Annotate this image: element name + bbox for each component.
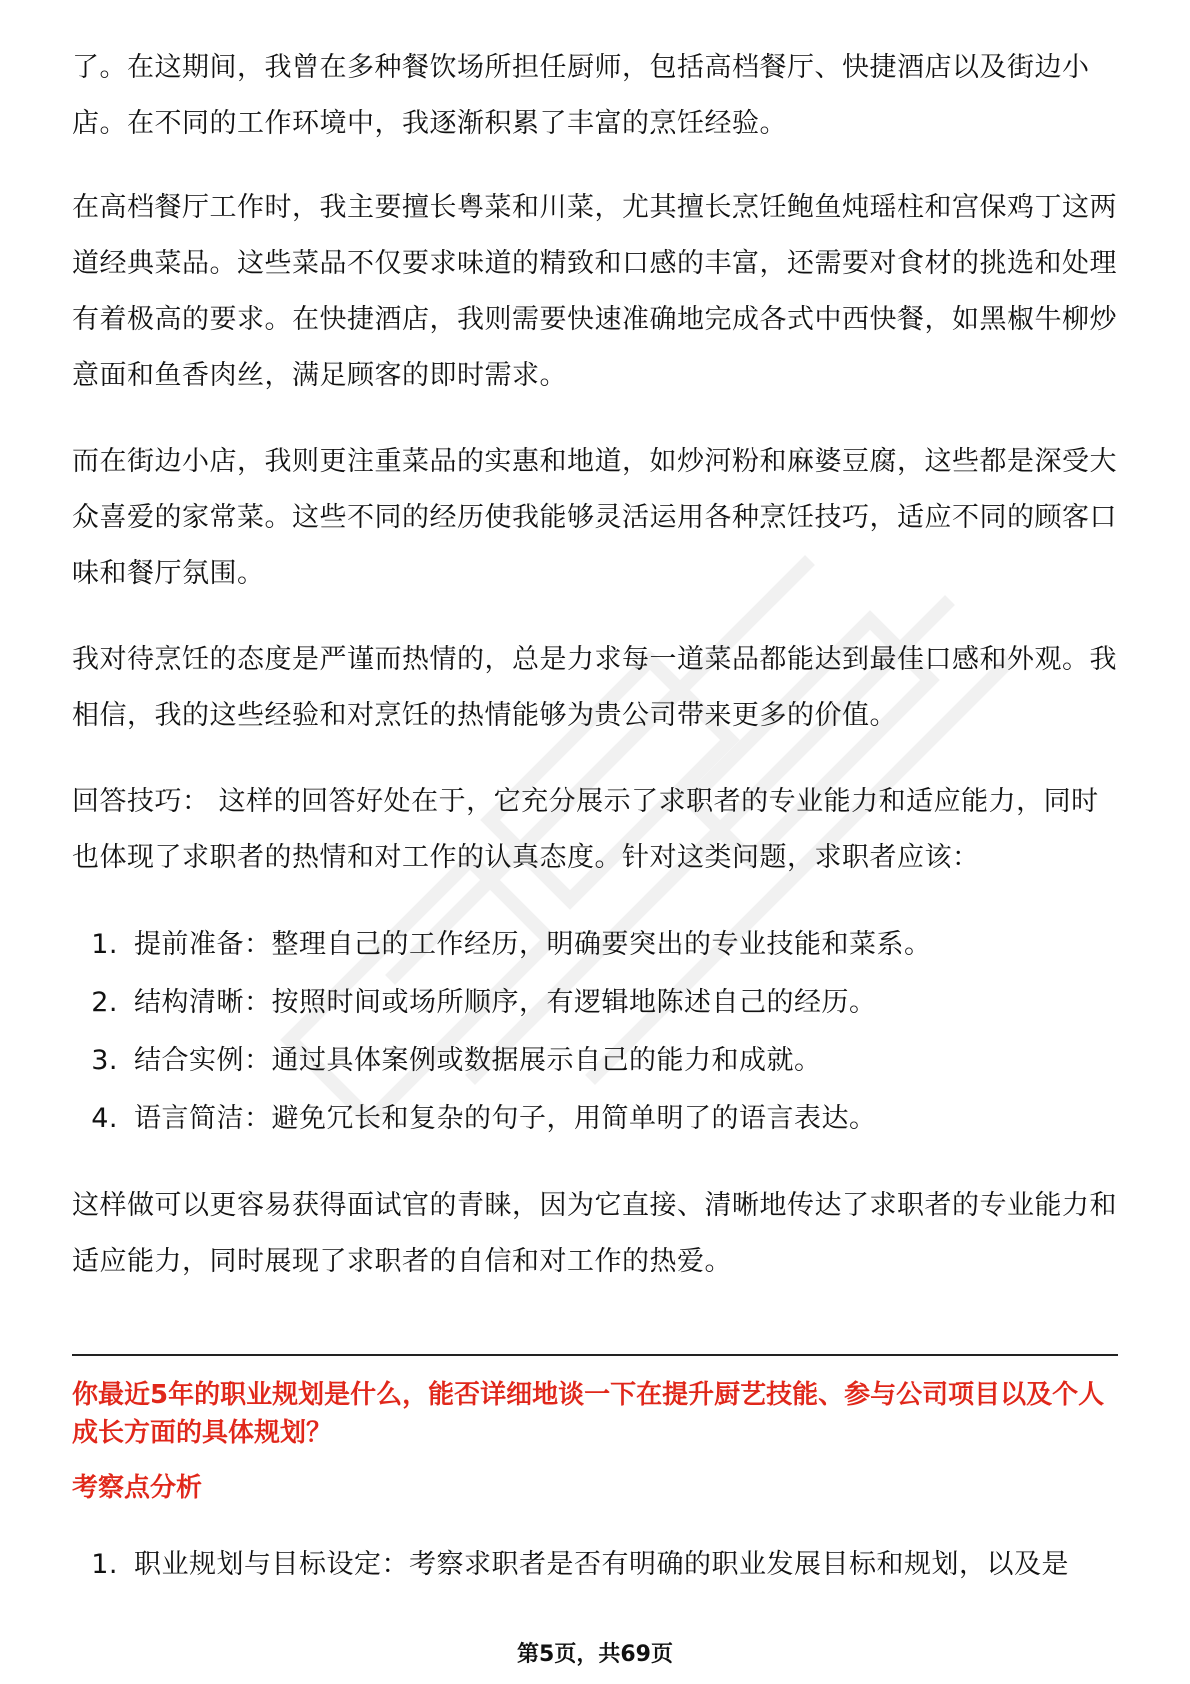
paragraph-street-shop: 而在街边小店，我则更注重菜品的实惠和地道，如炒河粉和麻婆豆腐，这些都是深受大众喜爱的家常菜。这些不同的经历使我能够灵活运用各种烹饪技巧，适应不同的顾客口味和餐厅氛围。 xyxy=(72,446,1117,589)
list-item-text: 职业规划与目标设定：考察求职者是否有明确的职业发展目标和规划，以及是 xyxy=(134,1549,1069,1580)
list-item-number: 1. xyxy=(91,1549,118,1580)
paragraph-answer-tips: 回答技巧： 这样的回答好处在于，它充分展示了求职者的专业能力和适应能力，同时也体现了求职者的热情和对工作的认真态度。针对这类问题，求职者应该： xyxy=(72,786,1099,873)
tips-list xyxy=(72,916,1118,1148)
list-item-number: 1. xyxy=(91,929,118,960)
paragraph-fine-dining: 在高档餐厅工作时，我主要擅长粤菜和川菜，尤其擅长烹饪鲍鱼炖瑶柱和宫保鸡丁这两道经典菜品。这些菜品不仅要求味道的精致和口感的丰富，还需要对食材的挑选和处理有着极高的要求。在快捷酒店，我则需要快速准确地完成各式中西快餐，如黑椒牛柳炒意面和鱼香肉丝，满足顾客的即时需求。 xyxy=(72,192,1117,391)
page-number: 第5页，共69页 xyxy=(517,1642,673,1667)
analysis-list xyxy=(72,1536,1118,1594)
list-item-number: 2. xyxy=(91,987,118,1018)
list-item xyxy=(72,1032,1118,1090)
paragraph-experience-intro: 了。在这期间，我曾在多种餐饮场所担任厨师，包括高档餐厅、快捷酒店以及街边小店。在不同的工作环境中，我逐渐积累了丰富的烹饪经验。 xyxy=(72,52,1090,139)
interview-question: 你最近5年的职业规划是什么，能否详细地谈一下在提升厨艺技能、参与公司项目以及个人成长方面的具体规划？ xyxy=(72,1380,1105,1448)
list-item xyxy=(72,916,1118,974)
analysis-heading: 考察点分析 xyxy=(72,1473,203,1503)
paragraph-closing: 这样做可以更容易获得面试官的青睐，因为它直接、清晰地传达了求职者的专业能力和适应能力，同时展现了求职者的自信和对工作的热爱。 xyxy=(72,1190,1117,1277)
document-page xyxy=(72,40,1118,1624)
list-item-number: 3. xyxy=(91,1045,118,1076)
section-divider xyxy=(72,1354,1118,1356)
list-item xyxy=(72,974,1118,1032)
paragraph-attitude: 我对待烹饪的态度是严谨而热情的，总是力求每一道菜品都能达到最佳口感和外观。我相信，我的这些经验和对烹饪的热情能够为贵公司带来更多的价值。 xyxy=(72,644,1117,731)
list-item-text: 结合实例：通过具体案例或数据展示自己的能力和成就。 xyxy=(134,1045,822,1076)
list-item xyxy=(72,1536,1118,1594)
list-item-text: 语言简洁：避免冗长和复杂的句子，用简单明了的语言表达。 xyxy=(134,1103,877,1134)
list-item-number: 4. xyxy=(91,1103,118,1134)
list-item-text: 结构清晰：按照时间或场所顺序，有逻辑地陈述自己的经历。 xyxy=(134,987,877,1018)
list-item xyxy=(72,1090,1118,1148)
list-item-text: 提前准备：整理自己的工作经历，明确要突出的专业技能和菜系。 xyxy=(134,929,932,960)
